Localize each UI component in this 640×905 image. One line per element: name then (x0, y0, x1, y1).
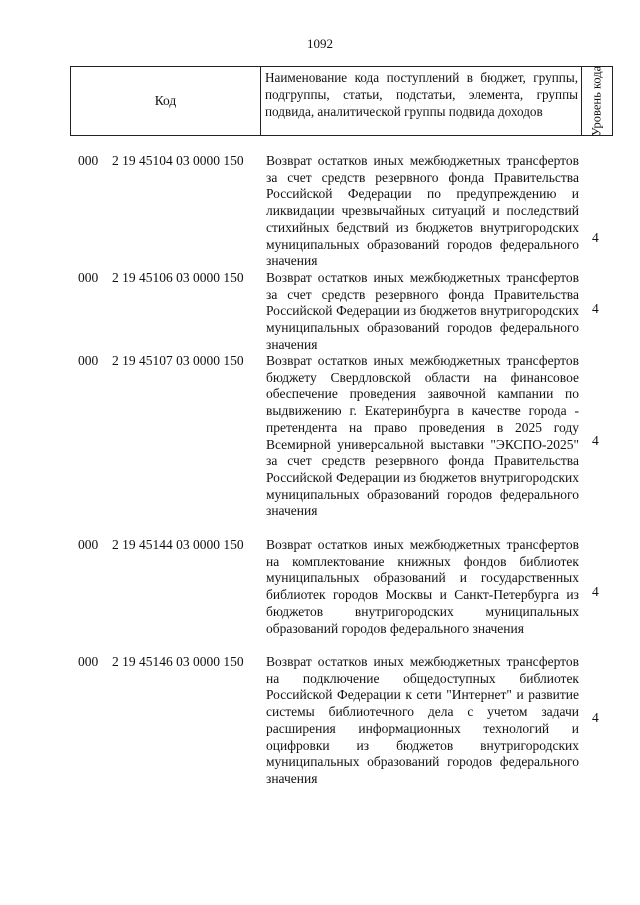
row-prefix: 000 (78, 270, 99, 285)
header-level: Уровень кода (589, 65, 604, 137)
row-prefix: 000 (78, 353, 99, 368)
row-level: 4 (592, 584, 599, 599)
header-code: Код (71, 67, 261, 135)
row-description: Возврат остатков иных межбюджетных трансфертов бюджету Свердловской области на финансовое обеспечение проведения заявочной кампании по выдвижению г. Екатеринбурга в качестве города - претендента на право проведения в 2025 году Всемирной универсальной выставки "ЭКСПО-2025" за счет средств резервного фонда Правительства Российской Федерации из бюджетов внутригородских муниципальных образований городов федерального значения (266, 353, 579, 519)
row-code: 2 19 45104 03 0000 150 (112, 153, 244, 168)
row-prefix: 000 (78, 537, 99, 552)
row-code: 2 19 45107 03 0000 150 (112, 353, 244, 368)
row-prefix: 000 (78, 153, 99, 168)
header-level-cell (582, 67, 612, 135)
row-description: Возврат остатков иных межбюджетных трансфертов на подключение общедоступных библиотек Российской Федерации к сети "Интернет" и развитие системы библиотечного дела с учетом задачи расширения информационных технологий и оцифровки из бюджетов внутригородских муниципальных образований городов федерального значения (266, 654, 579, 786)
row-description: Возврат остатков иных межбюджетных трансфертов на комплектование книжных фондов библиотек муниципальных образований и государственных библиотек городов Москвы и Санкт-Петербурга из бюджетов внутригородских муниципальных образований городов федерального значения (266, 537, 579, 636)
row-description: Возврат остатков иных межбюджетных трансфертов за счет средств резервного фонда Правительства Российской Федерации по предупреждению и ликвидации чрезвычайных ситуаций и последствий стихийных бедствий из бюджетов внутригородских муниципальных образований городов федерального значения (266, 153, 579, 269)
row-level: 4 (592, 433, 599, 448)
row-description: Возврат остатков иных межбюджетных трансфертов за счет средств резервного фонда Правительства Российской Федерации из бюджетов внутригородских муниципальных образований городов федерального значения (266, 270, 579, 352)
header-name: Наименование кода поступлений в бюджет, группы, подгруппы, статьи, подстатьи, элемента, группы подвида, аналитической группы подвида доходов (261, 67, 582, 135)
row-prefix: 000 (78, 654, 99, 669)
table-header (70, 66, 613, 136)
row-level: 4 (592, 301, 599, 316)
row-code: 2 19 45106 03 0000 150 (112, 270, 244, 285)
row-level: 4 (592, 710, 599, 725)
row-code: 2 19 45146 03 0000 150 (112, 654, 244, 669)
page-number: 1092 (307, 36, 333, 51)
row-level: 4 (592, 230, 599, 245)
row-code: 2 19 45144 03 0000 150 (112, 537, 244, 552)
